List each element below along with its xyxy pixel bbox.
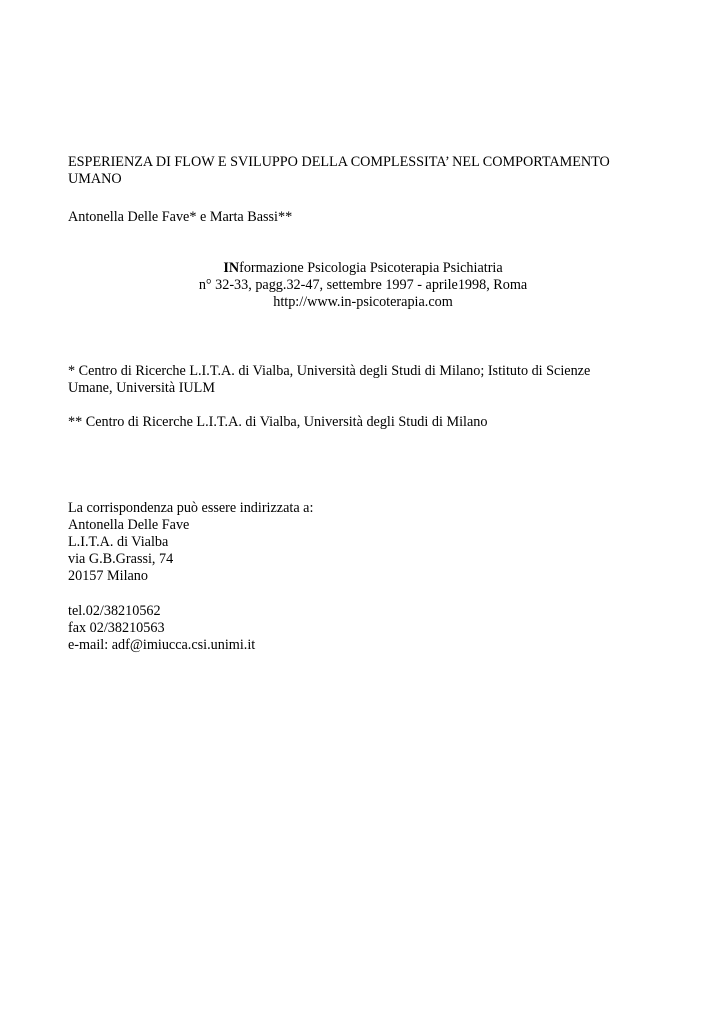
- journal-name-rest: formazione Psicologia Psicoterapia Psichiatria: [239, 260, 503, 276]
- correspondence-institute: L.I.T.A. di Vialba: [68, 534, 169, 550]
- contact-telephone: tel.02/38210562: [68, 603, 161, 619]
- contact-email: e-mail: adf@imiucca.csi.unimi.it: [68, 637, 256, 653]
- affiliation-first-line-1: * Centro di Ricerche L.I.T.A. di Vialba, Università degli Studi di Milano; Istituto di Scienze: [68, 363, 591, 379]
- correspondence-intro: La corrispondenza può essere indirizzata a:: [68, 500, 314, 516]
- journal-url: http://www.in-psicoterapia.com: [273, 294, 453, 310]
- correspondence-street: via G.B.Grassi, 74: [68, 551, 174, 567]
- journal-name-bold: IN: [223, 260, 240, 276]
- affiliation-first: [68, 363, 658, 397]
- contact-fax: fax 02/38210563: [68, 620, 165, 636]
- title-line-2: UMANO: [68, 171, 122, 187]
- title-line-1: ESPERIENZA DI FLOW E SVILUPPO DELLA COMPLESSITA’ NEL COMPORTAMENTO: [68, 154, 610, 170]
- contact-details: [68, 603, 658, 654]
- correspondence-city: 20157 Milano: [68, 568, 148, 584]
- journal-issue: n° 32-33, pagg.32-47, settembre 1997 - aprile1998, Roma: [198, 277, 528, 293]
- affiliation-first-line-2: Umane, Università IULM: [68, 380, 215, 396]
- affiliation-second: [68, 414, 658, 431]
- journal-info: [68, 260, 658, 311]
- affiliation-second-line: ** Centro di Ricerche L.I.T.A. di Vialba, Università degli Studi di Milano: [68, 414, 488, 430]
- correspondence-address: [68, 500, 658, 585]
- authors: [68, 209, 658, 226]
- correspondence-name: Antonella Delle Fave: [68, 517, 190, 533]
- authors-line: Antonella Delle Fave* e Marta Bassi**: [68, 209, 293, 225]
- journal-name: [68, 260, 658, 277]
- paper-title: [68, 154, 658, 188]
